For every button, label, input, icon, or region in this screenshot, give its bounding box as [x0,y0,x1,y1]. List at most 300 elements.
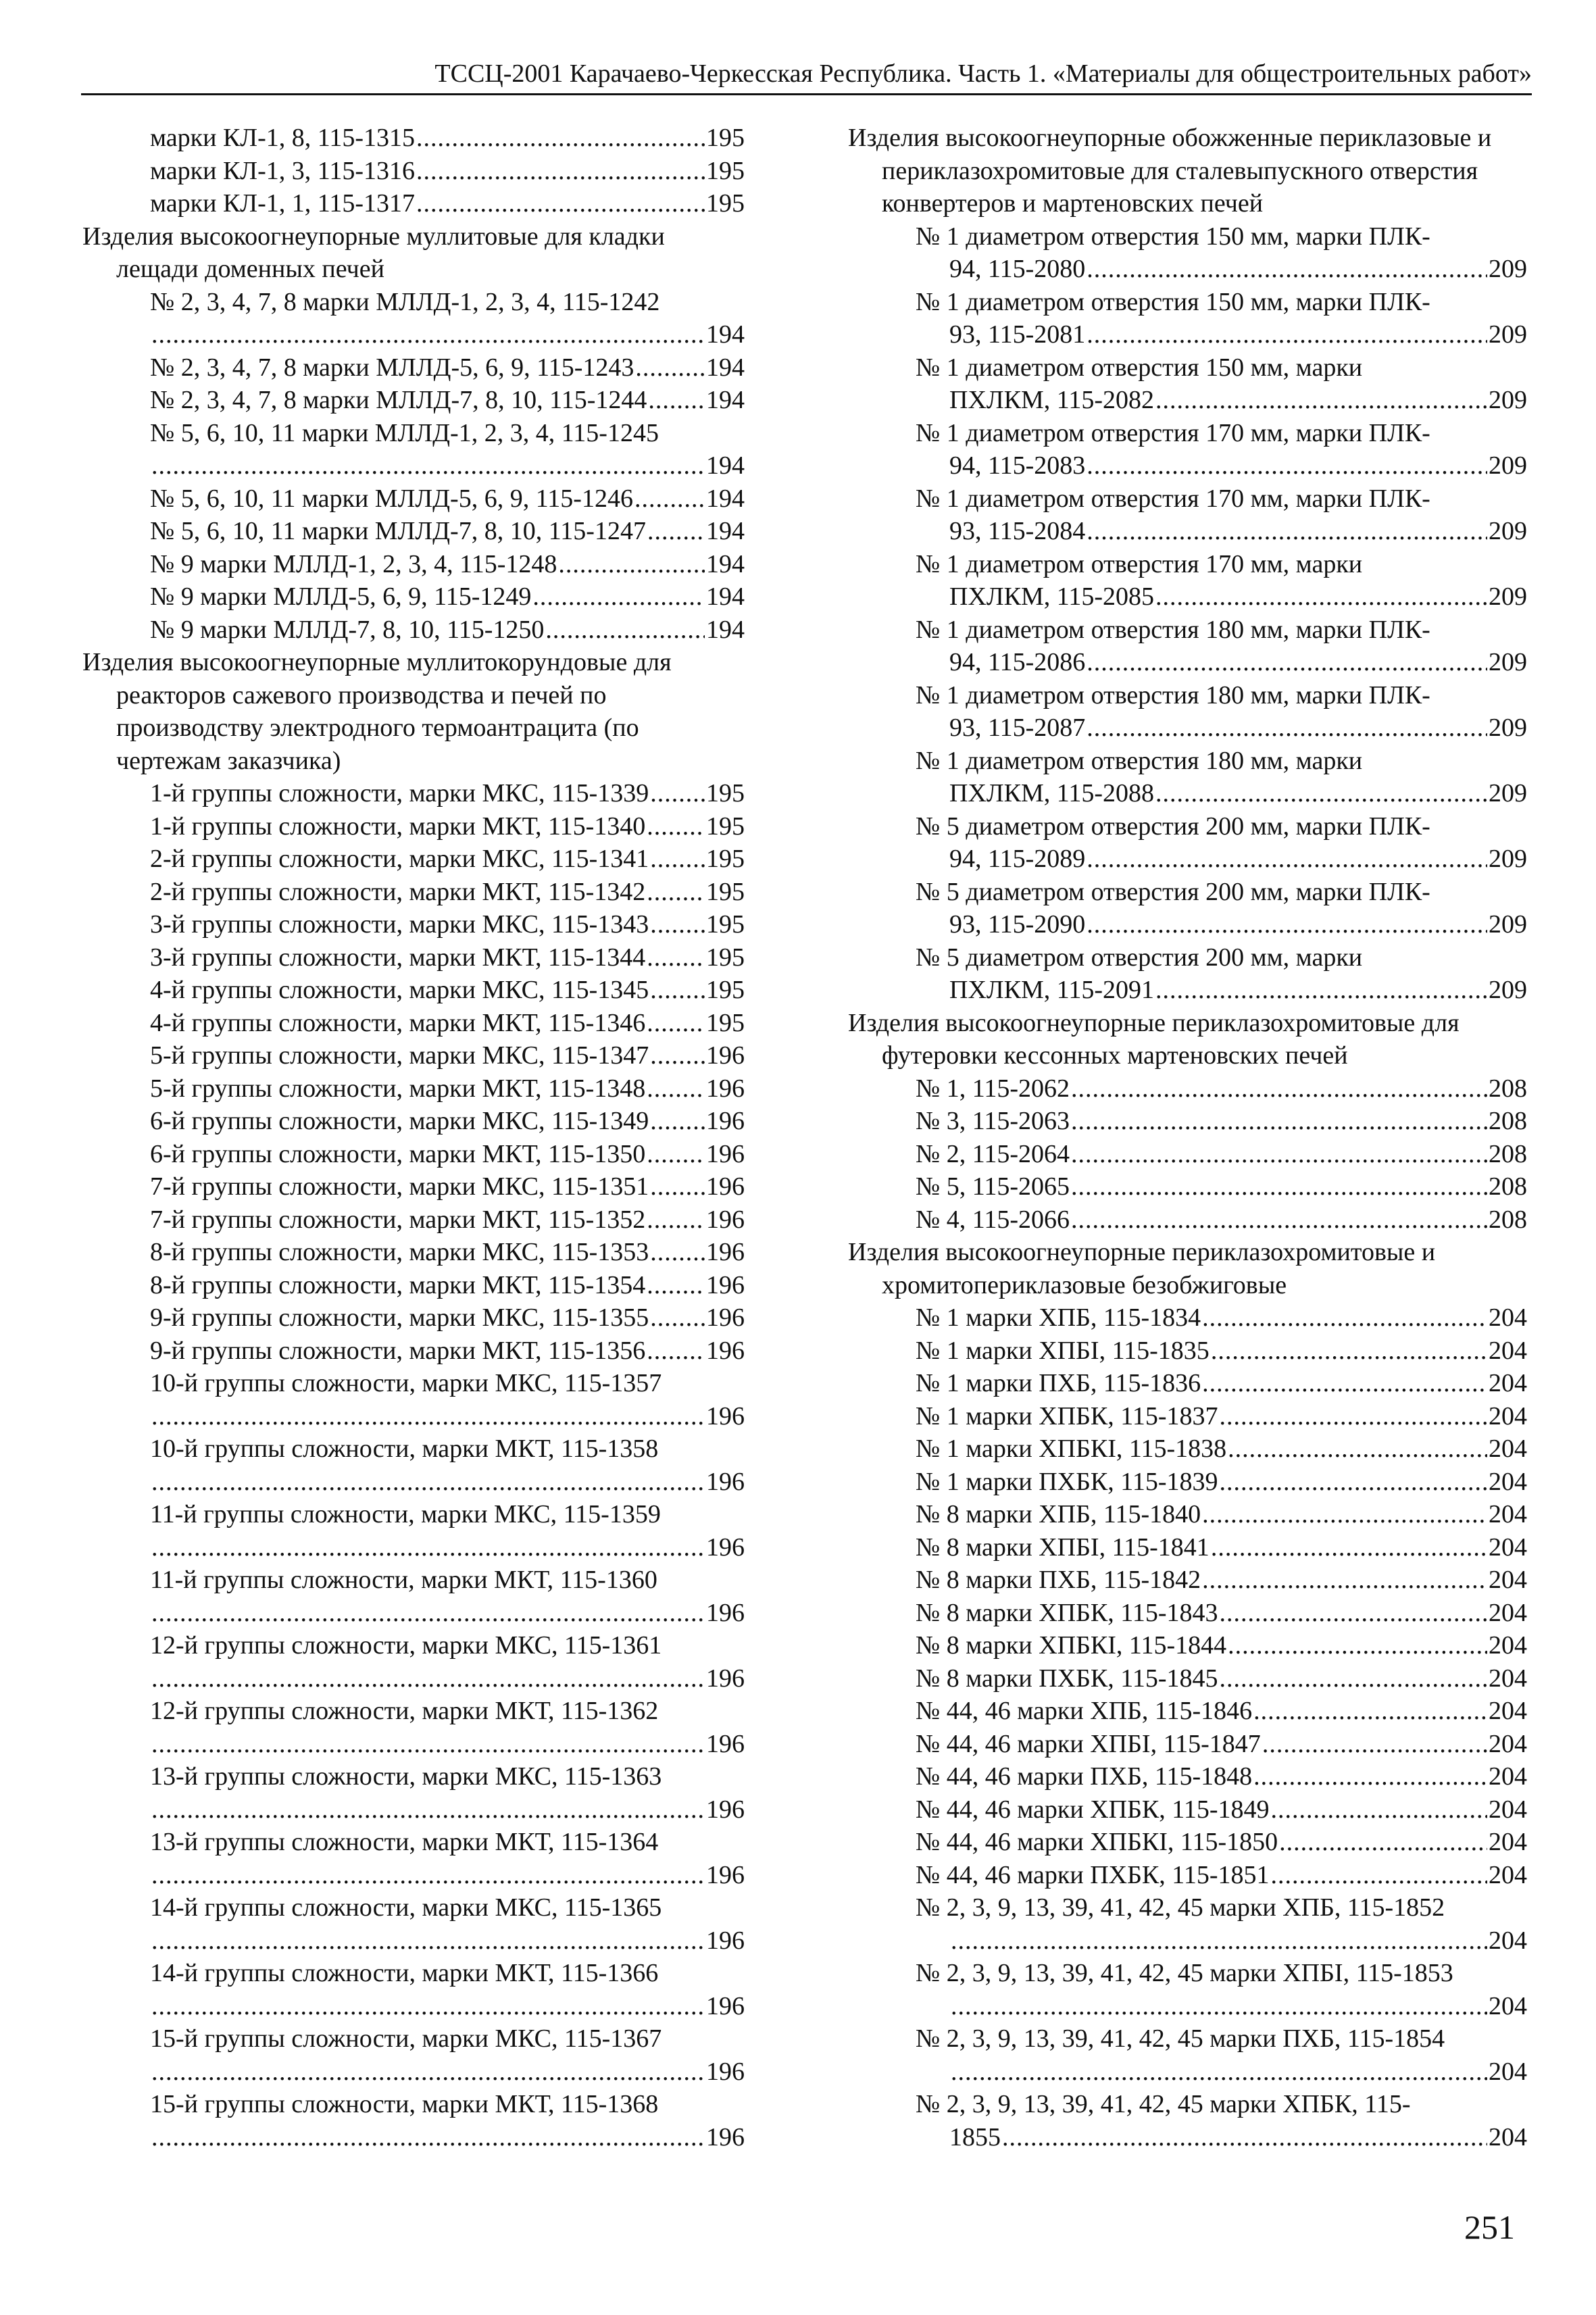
index-entry-text: № 1 диаметром отверстия 170 мм, марки ПЛК- [916,484,1430,513]
entry-page: 204 [1489,1598,1527,1627]
dot-leader [151,1400,705,1433]
index-entry-text: 10-й группы сложности, марки МКС, 115-1357 [150,1369,662,1397]
index-entry [848,1072,1527,1105]
index-entry [82,2056,745,2089]
dot-leader [151,1859,705,1892]
index-entry [848,1105,1527,1138]
entry-page: 204 [1489,2057,1527,2086]
dot-leader [1071,1170,1487,1203]
index-entry [82,1859,745,1892]
index-entry [848,1629,1527,1662]
index-entry [82,843,745,876]
dot-leader [650,843,705,876]
entry-text: № 3, 115-2063 [916,1107,1070,1135]
index-entry [82,1170,745,1203]
dot-leader [1155,384,1487,417]
dot-leader [1202,1301,1487,1335]
entry-page: 209 [1489,779,1527,807]
dot-leader [1202,1498,1487,1531]
index-entry [82,1728,745,1761]
entry-text: 94, 115-2089 [949,845,1086,873]
dot-leader [1253,1695,1487,1728]
index-entry [848,843,1527,876]
index-entry [82,1301,745,1335]
entry-page: 208 [1489,1074,1527,1103]
dot-leader [1087,843,1487,876]
dot-leader [416,122,705,155]
entry-text: 1855 [949,2122,1001,2151]
index-entry [848,1531,1527,1564]
index-entry [82,1236,745,1269]
entry-page: 208 [1489,1107,1527,1135]
entry-page: 204 [1489,1467,1527,1496]
dot-leader [1071,1138,1487,1171]
entry-page: 196 [706,1533,745,1562]
index-entry [82,974,745,1007]
dot-leader [650,974,705,1007]
entry-text: ПХЛКМ, 115-2085 [949,582,1155,611]
entry-page: 204 [1489,1435,1527,1463]
entry-page: 194 [706,320,745,349]
index-entry-text: 11-й группы сложности, марки МКС, 115-1359 [150,1500,661,1528]
index-entry-text: № 2, 3, 9, 13, 39, 41, 42, 45 марки ХПБ, 115-1852 [916,1893,1445,1922]
index-entry [82,1105,745,1138]
dot-leader [650,1105,705,1138]
index-heading: Изделия высокоогнеупорные муллитовые для кладки лещади доменных печей [82,222,665,283]
index-entry [848,384,1527,417]
dot-leader [151,1793,705,1826]
entry-text: № 1, 115-2062 [916,1074,1070,1103]
entry-text: № 2, 115-2064 [916,1139,1070,1168]
entry-page: 209 [1489,517,1527,545]
entry-page: 209 [1489,386,1527,414]
entry-page: 196 [706,1107,745,1135]
entry-page: 208 [1489,1139,1527,1168]
index-entry [848,449,1527,482]
dot-leader [1087,712,1487,745]
entry-page: 195 [706,877,745,906]
entry-page: 204 [1489,1762,1527,1791]
index-entry [848,1990,1527,2023]
entry-page: 196 [706,1336,745,1365]
entry-page: 196 [706,1041,745,1070]
index-entry [848,1498,1527,1531]
index-entry [82,1072,745,1105]
entry-page: 194 [706,484,745,513]
entry-page: 196 [706,1238,745,1266]
entry-text: № 44, 46 марки ПХБК, 115-1851 [916,1860,1270,1889]
dot-leader [151,1466,705,1499]
index-entry [82,351,745,384]
entry-text: 93, 115-2081 [949,320,1086,349]
entry-page: 209 [1489,648,1527,676]
dot-leader [151,2121,705,2154]
entry-text: № 1 марки ХПБ, 115-1834 [916,1303,1201,1332]
index-entry-text: № 2, 3, 9, 13, 39, 41, 42, 45 марки ПХБ, 115-1854 [916,2024,1445,2053]
dot-leader [1228,1629,1487,1662]
entry-text: 94, 115-2086 [949,648,1086,676]
index-entry [848,1170,1527,1203]
index-entry-text: № 5 диаметром отверстия 200 мм, марки ПЛК- [916,877,1430,906]
entry-page: 209 [1489,714,1527,742]
entry-text: 9-й группы сложности, марки МКТ, 115-1356 [150,1336,646,1365]
entry-text: № 1 марки ПХБ, 115-1836 [916,1369,1201,1397]
entry-text: 4-й группы сложности, марки МКТ, 115-1346 [150,1008,646,1037]
entry-page: 194 [706,615,745,644]
index-entry [848,1564,1527,1597]
dot-leader [647,1007,705,1040]
index-entry [82,1793,745,1826]
index-entry [848,1367,1527,1400]
index-entry [848,1466,1527,1499]
entry-page: 195 [706,812,745,841]
entry-text: 2-й группы сложности, марки МКС, 115-1341 [150,845,649,873]
index-entry [82,187,745,220]
entry-page: 195 [706,156,745,185]
entry-text: 1-й группы сложности, марки МКТ, 115-1340 [150,812,646,841]
entry-page: 204 [1489,2122,1527,2151]
entry-page: 196 [706,1860,745,1889]
entry-page: 196 [706,1729,745,1758]
entry-text: № 9 марки МЛЛД-7, 8, 10, 115-1250 [150,615,545,644]
dot-leader [647,1269,705,1302]
entry-page: 196 [706,1401,745,1430]
index-entry [848,1728,1527,1761]
index-entry-text: № 1 диаметром отверстия 150 мм, марки [916,353,1363,382]
dot-leader [151,1531,705,1564]
entry-text: № 8 марки ПХБ, 115-1842 [916,1566,1201,1594]
dot-leader [650,1039,705,1072]
index-entry [848,974,1527,1007]
entry-text: 4-й группы сложности, марки МКС, 115-1345 [150,976,649,1004]
entry-page: 194 [706,451,745,480]
entry-page: 204 [1489,1303,1527,1332]
index-entry [82,384,745,417]
index-entry-text: № 5 диаметром отверстия 200 мм, марки ПЛК- [916,812,1430,841]
dot-leader [1279,1826,1487,1859]
index-entry [848,1203,1527,1237]
dot-leader [416,155,705,188]
index-entry [848,646,1527,679]
entry-page: 204 [1489,1795,1527,1824]
entry-page: 209 [1489,910,1527,939]
dot-leader [650,777,705,810]
index-entry [848,1760,1527,1793]
dot-leader [1220,1466,1487,1499]
index-heading: Изделия высокоогнеупорные обожженные периклазовые и периклазохромитовые для сталевыпускного отверстия конвертеров и мартеновских печей [848,124,1492,218]
entry-page: 195 [706,1008,745,1037]
entry-text: 3-й группы сложности, марки МКС, 115-1343 [150,910,649,939]
index-entry [848,1335,1527,1368]
dot-leader [650,1170,705,1203]
dot-leader [648,384,705,417]
entry-page: 194 [706,386,745,414]
entry-page: 208 [1489,1205,1527,1234]
index-entry [848,908,1527,941]
entry-page: 209 [1489,845,1527,873]
entry-text: № 8 марки ХПБКI, 115-1844 [916,1631,1227,1660]
entry-page: 196 [706,1303,745,1332]
entry-page: 204 [1489,1336,1527,1365]
entry-text: 3-й группы сложности, марки МКТ, 115-1344 [150,943,646,972]
entry-page: 196 [706,1205,745,1234]
index-entry [848,1433,1527,1466]
dot-leader [151,1924,705,1958]
entry-text: № 44, 46 марки ХПБ, 115-1846 [916,1697,1253,1725]
dot-leader [1253,1760,1487,1793]
index-entry [848,1826,1527,1859]
entry-text: марки КЛ-1, 8, 115-1315 [150,124,415,152]
dot-leader [1271,1793,1487,1826]
entry-text: 8-й группы сложности, марки МКС, 115-1353 [150,1238,649,1266]
dot-leader [1220,1597,1487,1630]
dot-leader [1202,1367,1487,1400]
dot-leader [1002,2121,1487,2154]
entry-text: 7-й группы сложности, марки МКС, 115-1351 [150,1172,649,1201]
dot-leader [558,548,705,581]
entry-page: 196 [706,1467,745,1496]
index-entry [848,2056,1527,2089]
index-entry [848,318,1527,351]
dot-leader [647,876,705,909]
entry-page: 196 [706,1074,745,1103]
entry-text: № 8 марки ПХБК, 115-1845 [916,1664,1218,1693]
entry-text: № 2, 3, 4, 7, 8 марки МЛЛД-5, 6, 9, 115-1243 [150,353,634,382]
dot-leader [1087,908,1487,941]
index-entry-text: № 1 диаметром отверстия 180 мм, марки [916,746,1363,775]
dot-leader [416,187,705,220]
index-entry-text: 15-й группы сложности, марки МКС, 115-1367 [150,2024,662,2053]
index-heading: Изделия высокоогнеупорные периклазохромитовые и хромитопериклазовые безобжиговые [848,1238,1436,1299]
dot-leader [650,908,705,941]
index-entry [82,1662,745,1695]
dot-leader [151,318,705,351]
index-entry [82,777,745,810]
index-entry-text: 14-й группы сложности, марки МКС, 115-1365 [150,1893,662,1922]
entry-text: № 1 марки ХПБКI, 115-1838 [916,1435,1227,1463]
entry-text: 9-й группы сложности, марки МКС, 115-1355 [150,1303,649,1332]
index-entry-text: № 5, 6, 10, 11 марки МЛЛД-1, 2, 3, 4, 115-1245 [150,418,659,447]
dot-leader [151,1662,705,1695]
index-entry [82,1466,745,1499]
index-entry [82,580,745,614]
dot-leader [650,1236,705,1269]
dot-leader [1087,318,1487,351]
entry-page: 204 [1489,1369,1527,1397]
entry-page: 194 [706,353,745,382]
index-heading: Изделия высокоогнеупорные периклазохромитовые для футеровки кессонных мартеновских печей [848,1008,1460,1070]
index-entry [848,1400,1527,1433]
index-entry [848,712,1527,745]
entry-page: 195 [706,124,745,152]
index-entry-text: 14-й группы сложности, марки МКТ, 115-1366 [150,1959,659,1987]
dot-leader [1211,1335,1487,1368]
entry-text: № 44, 46 марки ХПБКI, 115-1850 [916,1828,1278,1856]
entry-page: 196 [706,2057,745,2086]
index-column-left [82,122,745,2154]
entry-text: № 5, 6, 10, 11 марки МЛЛД-7, 8, 10, 115-1247 [150,517,646,545]
entry-text: 93, 115-2087 [949,714,1086,742]
entry-page: 196 [706,1270,745,1299]
entry-text: 94, 115-2080 [949,255,1086,283]
entry-text: 93, 115-2084 [949,517,1086,545]
index-entry-text: № 1 диаметром отверстия 180 мм, марки ПЛК- [916,615,1430,644]
index-entry-text: 11-й группы сложности, марки МКТ, 115-1360 [150,1566,657,1594]
index-entry [82,614,745,647]
running-header: ТССЦ-2001 Карачаево-Черкесская Республика. Часть 1. «Материалы для общестроительных работ» [81,58,1532,95]
dot-leader [635,351,705,384]
index-entry [848,253,1527,286]
index-entry [848,515,1527,548]
dot-leader [1228,1433,1487,1466]
entry-text: № 8 марки ХПБI, 115-1841 [916,1533,1210,1562]
dot-leader [951,1924,1487,1958]
entry-text: № 5, 6, 10, 11 марки МЛЛД-5, 6, 9, 115-1246 [150,484,633,513]
index-entry-text: № 2, 3, 9, 13, 39, 41, 42, 45 марки ХПБК, 115- [916,2090,1411,2118]
entry-text: № 44, 46 марки ХПБК, 115-1849 [916,1795,1270,1824]
entry-text: № 1 марки ХПБI, 115-1835 [916,1336,1210,1365]
index-entry [848,1662,1527,1695]
dot-leader [1262,1728,1487,1761]
index-entry [82,548,745,581]
index-entry [82,810,745,843]
entry-page: 204 [1489,1828,1527,1856]
dot-leader [151,1597,705,1630]
index-entry [82,449,745,482]
dot-leader [1220,1662,1487,1695]
entry-page: 196 [706,1598,745,1627]
dot-leader [1071,1072,1487,1105]
dot-leader [634,482,705,516]
entry-page: 194 [706,582,745,611]
dot-leader [532,580,705,614]
entry-page: 209 [1489,320,1527,349]
index-entry [82,318,745,351]
entry-text: № 44, 46 марки ПХБ, 115-1848 [916,1762,1253,1791]
entry-page: 204 [1489,1500,1527,1528]
dot-leader [1155,777,1487,810]
entry-page: 196 [706,1139,745,1168]
index-entry-text: 12-й группы сложности, марки МКС, 115-1361 [150,1631,662,1660]
page-number: 251 [1464,2208,1515,2246]
entry-page: 195 [706,910,745,939]
dot-leader [1211,1531,1487,1564]
index-entry [82,155,745,188]
index-entry-text: № 1 диаметром отверстия 150 мм, марки ПЛК- [916,222,1430,251]
entry-text: 93, 115-2090 [949,910,1086,939]
index-heading: Изделия высокоогнеупорные муллитокорундовые для реакторов сажевого производства и печей по производству электродного термоантрацита (по чертежам заказчика) [82,648,672,775]
entry-text: № 44, 46 марки ХПБI, 115-1847 [916,1729,1261,1758]
dot-leader [151,2056,705,2089]
index-entry-text: № 1 диаметром отверстия 170 мм, марки ПЛК- [916,418,1430,447]
index-entry [82,1039,745,1072]
index-entry [82,941,745,974]
entry-page: 204 [1489,1664,1527,1693]
entry-page: 195 [706,976,745,1004]
dot-leader [1071,1105,1487,1138]
index-entry-text: № 1 диаметром отверстия 150 мм, марки ПЛК- [916,287,1430,316]
entry-text: 5-й группы сложности, марки МКС, 115-1347 [150,1041,649,1070]
entry-page: 209 [1489,582,1527,611]
index-entry [848,1793,1527,1826]
index-entry [82,122,745,155]
dot-leader [1271,1859,1487,1892]
index-entry-text: № 2, 3, 4, 7, 8 марки МЛЛД-1, 2, 3, 4, 115-1242 [150,287,660,316]
entry-page: 196 [706,1991,745,2020]
entry-text: № 9 марки МЛЛД-1, 2, 3, 4, 115-1248 [150,549,557,578]
dot-leader [151,1728,705,1761]
index-entry [848,1695,1527,1728]
entry-page: 194 [706,549,745,578]
index-entry [82,515,745,548]
dot-leader [1071,1203,1487,1237]
dot-leader [647,941,705,974]
index-entry [82,1335,745,1368]
entry-page: 204 [1489,1697,1527,1725]
index-entry [848,2121,1527,2154]
dot-leader [1087,515,1487,548]
index-entry [848,580,1527,614]
index-entry-text: 12-й группы сложности, марки МКТ, 115-1362 [150,1697,659,1725]
index-entry [82,908,745,941]
entry-text: 6-й группы сложности, марки МКТ, 115-1350 [150,1139,646,1168]
index-entry [848,777,1527,810]
dot-leader [1155,580,1487,614]
entry-page: 195 [706,845,745,873]
index-column-right [848,122,1527,2154]
dot-leader [647,515,705,548]
index-entry [82,1400,745,1433]
dot-leader [951,2056,1487,2089]
entry-text: 7-й группы сложности, марки МКТ, 115-1352 [150,1205,646,1234]
dot-leader [1155,974,1487,1007]
entry-text: 5-й группы сложности, марки МКТ, 115-1348 [150,1074,646,1103]
entry-page: 204 [1489,1401,1527,1430]
entry-page: 209 [1489,451,1527,480]
entry-text: марки КЛ-1, 1, 115-1317 [150,189,415,218]
entry-text: 2-й группы сложности, марки МКТ, 115-1342 [150,877,646,906]
index-entry [82,1269,745,1302]
entry-text: 1-й группы сложности, марки МКС, 115-1339 [150,779,649,807]
dot-leader [1220,1400,1487,1433]
dot-leader [647,1335,705,1368]
entry-page: 195 [706,943,745,972]
entry-page: 195 [706,189,745,218]
entry-page: 208 [1489,1172,1527,1201]
dot-leader [647,1072,705,1105]
entry-text: ПХЛКМ, 115-2082 [949,386,1155,414]
index-entry [848,1597,1527,1630]
entry-text: № 1 марки ПХБК, 115-1839 [916,1467,1218,1496]
dot-leader [647,1138,705,1171]
entry-page: 204 [1489,1631,1527,1660]
entry-text: № 8 марки ХПБ, 115-1840 [916,1500,1201,1528]
entry-text: № 1 марки ХПБК, 115-1837 [916,1401,1218,1430]
index-entry [848,1924,1527,1958]
dot-leader [545,614,705,647]
index-entry-text: № 5 диаметром отверстия 200 мм, марки [916,943,1363,972]
index-entry-text: 15-й группы сложности, марки МКТ, 115-1368 [150,2090,659,2118]
index-entry [848,1301,1527,1335]
index-entry-text: № 1 диаметром отверстия 170 мм, марки [916,549,1363,578]
dot-leader [151,1990,705,2023]
index-entry [82,2121,745,2154]
entry-page: 204 [1489,1926,1527,1955]
entry-page: 196 [706,1795,745,1824]
entry-page: 194 [706,517,745,545]
index-entry [82,1138,745,1171]
index-entry-text: 13-й группы сложности, марки МКС, 115-1363 [150,1762,662,1791]
